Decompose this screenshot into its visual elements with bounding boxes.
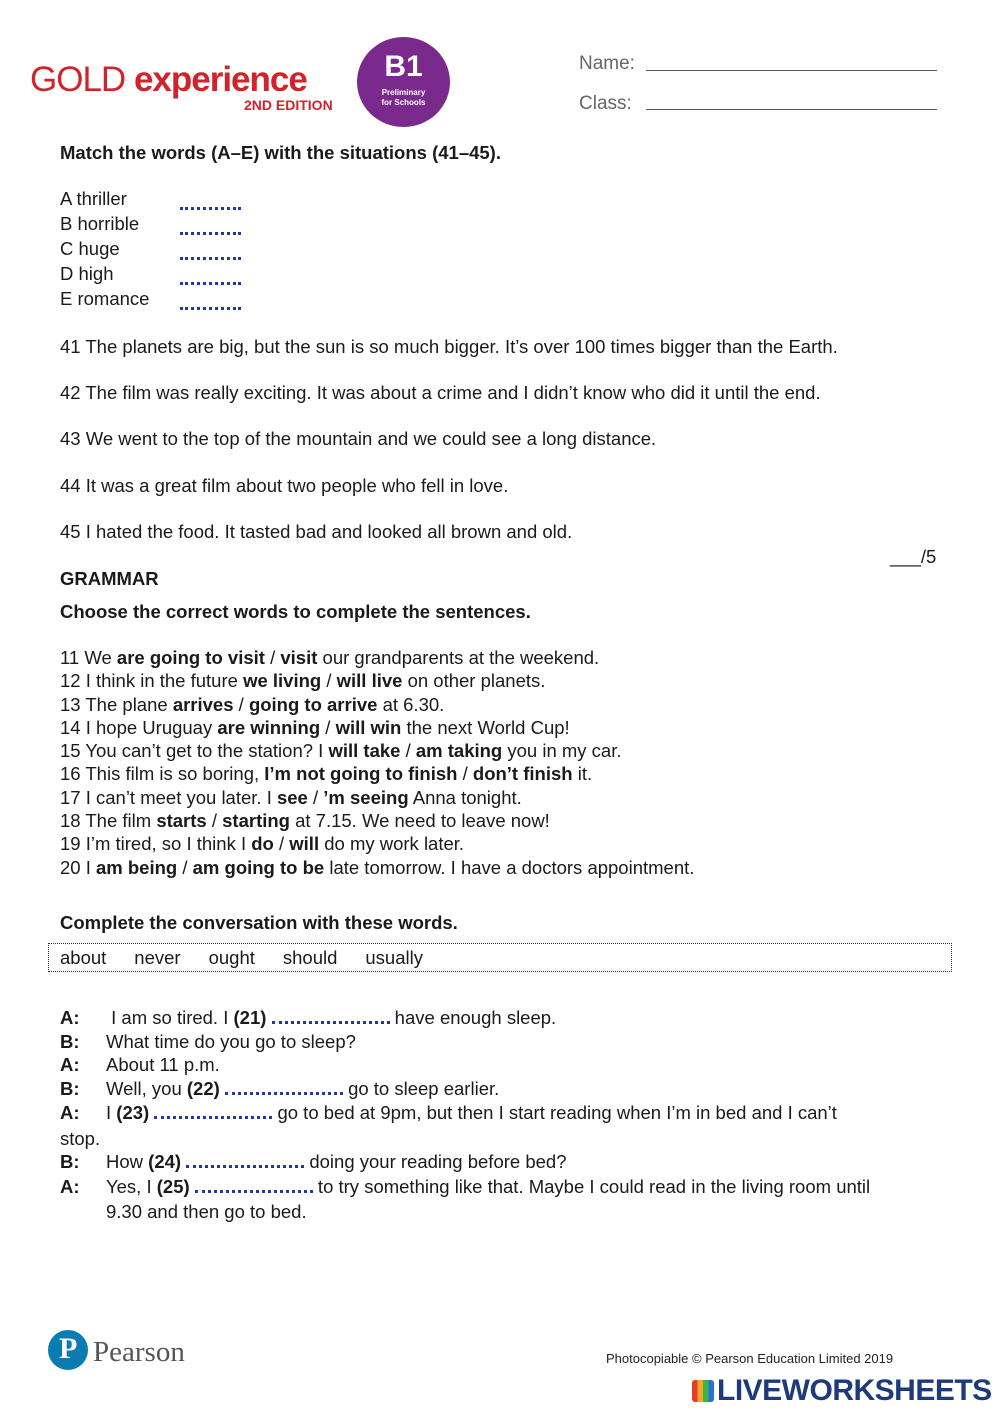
conv-line-3 [60,1054,220,1076]
brand-logo [30,60,307,100]
brand-gold: GOLD [30,60,126,99]
match-option-c: C huge [60,238,120,259]
conversation-instruction: Complete the conversation with these words. [60,912,458,933]
word-usually: usually [365,947,423,968]
choice-b[interactable]: am going to be [192,856,325,878]
item-text: 12 I think in the future [60,670,244,692]
level-badge [357,37,450,127]
grammar-instruction: Choose the correct words to complete the sentences. [60,601,531,622]
item-text: 14 I hope Uruguay [60,716,218,738]
line-text: stop. [60,1128,101,1149]
choice-a[interactable]: starts [156,810,207,832]
conv-line-9 [106,1201,307,1223]
speaker: B: [60,1078,80,1099]
gap-22-blank[interactable] [225,1078,343,1095]
level-sub-2: for Schools [381,98,426,107]
choice-b[interactable]: ’m seeing [323,786,409,808]
speaker: B: [60,1151,80,1172]
match-option-d: D high [60,263,114,284]
speaker: A: [60,1054,80,1075]
situation-42: 42 The film was really exciting. It was about a crime and I didn’t know who did it until the end. [60,382,821,403]
choice-a[interactable]: are winning [217,716,321,738]
level-label: B1 [384,50,423,83]
class-label: Class: [579,93,632,114]
brand-edition: 2ND EDITION [244,97,333,113]
answer-blank-c[interactable] [180,243,241,260]
item-text: 13 The plane [60,693,173,715]
line-text: I [106,1102,117,1123]
line-text: go to sleep earlier. [342,1078,500,1099]
grammar-item-11: 11 We are going to visit / visit our grandparents at the weekend. [60,647,600,668]
item-end: Anna tonight. [408,786,522,808]
choice-b[interactable]: will live [336,670,403,692]
match-option-a: A thriller [60,188,127,209]
brand-experience: experience [133,60,307,99]
grammar-heading: GRAMMAR [60,568,159,589]
choice-b[interactable]: am taking [415,740,503,762]
line-text: Well, you [106,1078,187,1099]
name-field[interactable] [646,69,937,71]
gap-23-blank[interactable] [154,1102,272,1119]
situation-43: 43 We went to the top of the mountain and we could see a long distance. [60,428,657,449]
line-text: go to bed at 9pm, but then I start reading when I’m in bed and I can’t [272,1102,837,1123]
choice-b[interactable]: starting [222,810,290,832]
match-instruction: Match the words (A–E) with the situations (41–45). [60,142,501,163]
item-text: 18 The film [60,810,157,832]
item-end: our grandparents at the weekend. [317,647,600,668]
item-end: at 7.15. We need to leave now! [289,810,550,832]
item-end: the next World Cup! [401,716,570,738]
situation-44: 44 It was a great film about two people who fell in love. [60,475,509,496]
grammar-item-18: 18 The film starts / starting at 7.15. We need to leave now! [60,810,550,832]
speaker: A: [60,1102,80,1123]
score-mark: ___/5 [890,546,937,567]
item-text: 16 This film is so boring, [60,763,265,785]
item-end: you in my car. [502,740,622,762]
choice-b[interactable]: visit [280,647,318,668]
choice-a[interactable]: do [251,833,274,855]
answer-blank-e[interactable] [180,293,241,310]
gap-number: (24) [148,1151,182,1172]
level-sub-1: Preliminary [381,88,426,97]
choice-a[interactable]: we living [243,670,322,692]
conv-line-8 [60,1176,870,1198]
match-option-e: E romance [60,288,150,309]
gap-number: (22) [186,1078,220,1099]
line-text: What time do you go to sleep? [106,1031,356,1052]
item-end: late tomorrow. I have a doctors appointment. [324,856,695,878]
word-box [48,943,952,972]
choice-b[interactable]: don’t finish [472,763,573,785]
line-text: doing your reading before bed? [304,1151,567,1172]
answer-blank-d[interactable] [180,268,241,285]
situation-41: 41 The planets are big, but the sun is so much bigger. It’s over 100 times bigger than the Earth. [60,336,838,357]
situation-45: 45 I hated the food. It tasted bad and looked all brown and old. [60,521,573,542]
gap-number: (23) [116,1102,150,1123]
gap-21-blank[interactable] [272,1007,390,1024]
pearson-logo-icon: P [48,1330,88,1370]
line-text: I am so tired. I [106,1007,234,1028]
conv-line-6 [60,1128,100,1150]
gap-24-blank[interactable] [186,1151,304,1168]
choice-a[interactable]: are going to visit [116,647,265,668]
grammar-item-14: 14 I hope Uruguay are winning / will win the next World Cup! [60,716,570,738]
item-text: 20 I [60,856,96,878]
grammar-item-13: 13 The plane arrives / going to arrive at 6.30. [60,693,445,715]
grammar-item-15: 15 You can’t get to the station? I will take / am taking you in my car. [60,740,622,762]
answer-blank-a[interactable] [180,193,241,210]
liveworksheets-icon [692,1380,714,1402]
conv-line-4 [60,1078,499,1100]
item-end: do my work later. [319,833,465,855]
speaker: B: [60,1031,80,1052]
grammar-item-16: 16 This film is so boring, I’m not going to finish / don’t finish it. [60,763,593,785]
answer-blank-b[interactable] [180,218,241,235]
line-text: 9.30 and then go to bed. [106,1201,307,1222]
item-end: it. [572,763,593,785]
item-text: 19 I’m tired, so I think I [60,833,252,855]
choice-a[interactable]: I’m not going to finish [264,763,458,785]
match-option-b: B horrible [60,213,140,234]
conv-line-7 [60,1151,566,1173]
liveworksheets-text: LIVEWORKSHEETS [717,1374,992,1407]
item-end: on other planets. [402,670,546,692]
conv-line-1 [60,1007,556,1029]
grammar-item-12: 12 I think in the future we living / will live on other planets. [60,670,546,692]
line-text: About 11 p.m. [106,1054,220,1075]
word-should: should [282,947,338,968]
line-text: to try something like that. Maybe I could read in the living room until [312,1176,871,1197]
grammar-list [60,646,694,879]
choice-b[interactable]: will [289,833,320,855]
choice-a[interactable]: am being [96,856,178,878]
grammar-item-17: 17 I can’t meet you later. I see / ’m seeing Anna tonight. [60,786,522,808]
gap-number: (21) [233,1007,267,1028]
conv-line-5 [60,1102,837,1124]
liveworksheets-logo[interactable] [692,1374,992,1408]
speaker: A: [60,1007,80,1028]
line-text: Yes, I [106,1176,157,1197]
grammar-item-20: 20 I am being / am going to be late tomorrow. I have a doctors appointment. [60,856,695,878]
line-text: How [106,1151,149,1172]
word-ought: ought [208,947,255,968]
conv-line-2 [60,1031,356,1053]
item-text: 17 I can’t meet you later. I [60,786,277,808]
gap-25-blank[interactable] [195,1176,313,1193]
gap-number: (25) [156,1176,190,1197]
publisher-name: Pearson [93,1336,185,1368]
item-end: at 6.30. [377,693,445,715]
item-text: 11 We [60,647,117,668]
choice-a[interactable]: will take [328,740,401,762]
copyright-notice: Photocopiable © Pearson Education Limited 2019 [606,1351,894,1366]
word-about: about [60,947,107,968]
choice-a[interactable]: see [276,786,308,808]
choice-b[interactable]: going to arrive [248,693,378,715]
class-field[interactable] [646,108,937,110]
item-text: 15 You can’t get to the station? I [60,740,329,762]
grammar-item-19: 19 I’m tired, so I think I do / will do my work later. [60,833,465,855]
speaker: A: [60,1176,80,1197]
choice-a[interactable]: arrives [172,693,234,715]
name-label: Name: [579,53,635,74]
word-never: never [134,947,181,968]
choice-b[interactable]: will win [335,716,402,738]
line-text: have enough sleep. [389,1007,557,1028]
